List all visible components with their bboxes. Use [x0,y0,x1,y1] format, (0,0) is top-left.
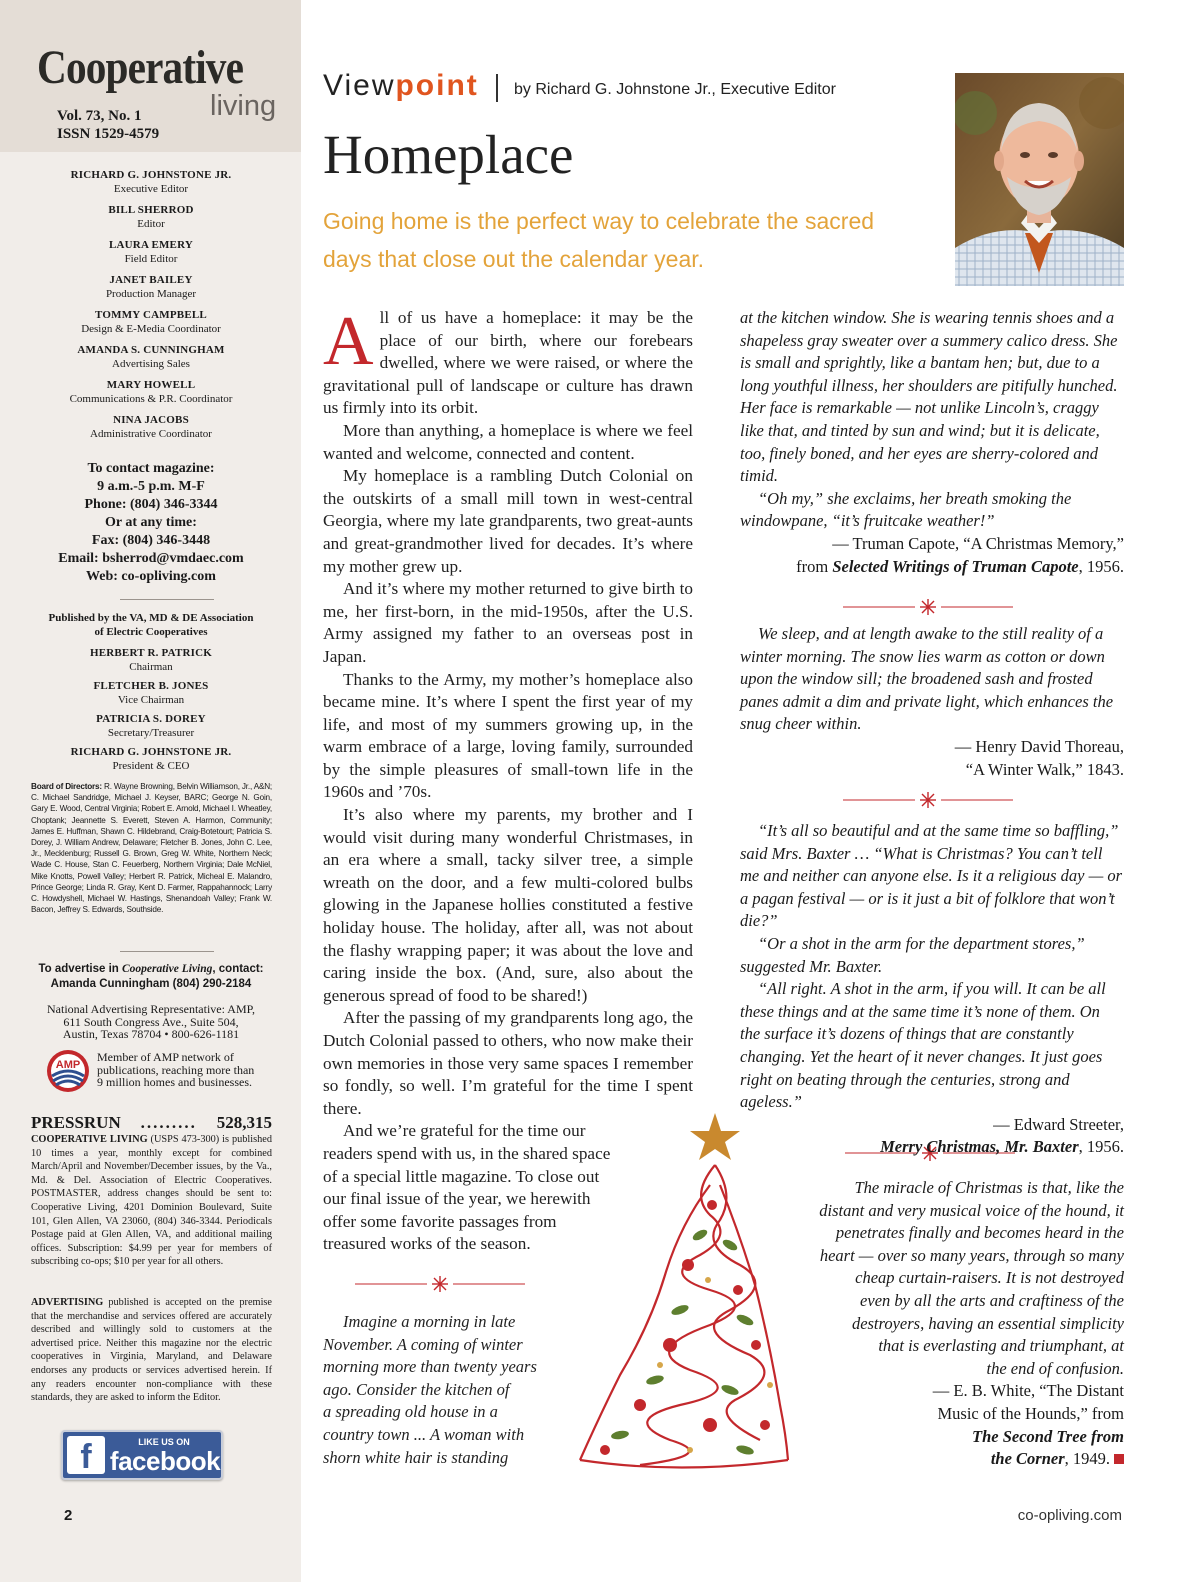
pressrun-label: PRESSRUN [31,1113,121,1132]
national-rep [10,1003,292,1041]
book-title: Merry Christmas, Mr. Baxter [880,1137,1079,1157]
christmas-tree-icon [560,1105,790,1485]
staff-item [10,273,292,301]
attribution-text: from [796,556,833,576]
section-label-view: View [323,69,396,102]
article-paragraph: After the passing of my grandparents long ago, the Dutch Colonial passed to others, who now make their own memories in those very same spaces I remember so fondly, so well. I’m grateful for the time I spent there. [323,1008,693,1118]
article-deck [323,202,923,278]
advertise-text: To advertise in [38,963,122,975]
staff-item [10,308,292,336]
article-paragraph [323,303,693,420]
quote-line: destroyers, having an essential simplicity [851,1313,1124,1333]
quote-text: “Or a shot in the arm for the department stores,” suggested Mr. Baxter. [740,933,1085,976]
officer-role: Vice Chairman [117,694,185,706]
staff-role: Design & E-Media Coordinator [81,323,221,335]
staff-name: RICHARD G. JOHNSTONE JR. [70,169,232,181]
footer-url[interactable]: co-opliving.com [1017,1507,1122,1524]
quote-streeter [740,820,1124,1159]
officer-name: RICHARD G. JOHNSTONE JR. [70,746,232,758]
quote-line: morning more than twenty years [323,1357,537,1377]
article-paragraph: My homeplace is a rambling Dutch Colonial on the outskirts of a small mill town in west-central Georgia, where my late grandparents, two great-aunts and great-grandmother lived for decades. It’s where my mother grew up. [323,466,693,576]
board-label: Board of Directors: [31,782,102,791]
attribution-text: , 1956. [1078,556,1124,576]
staff-name: BILL SHERROD [108,204,194,216]
quote-text: “Oh my,” she exclaims, her breath smoking the windowpane, “it’s fruitcake weather!” [740,488,1072,531]
quote-line: heart — over so many years, through so many [819,1245,1124,1265]
amp-line: Member of AMP network of [97,1050,234,1064]
officer-item [10,712,292,740]
issn: ISSN 1529-4579 [57,126,160,142]
article-paragraph: More than anything, a homeplace is where we feel wanted and welcome, connected and content. [323,420,693,463]
volume-number: Vol. 73, No. 1 [57,108,142,124]
publisher-block [10,611,292,778]
quote-line: ago. Consider the kitchen of [323,1379,510,1399]
staff-name: TOMMY CAMPBELL [95,309,207,321]
officer-item [10,679,292,707]
staff-item [10,378,292,406]
staff-list [10,168,292,448]
staff-item [10,168,292,196]
postal-title: COOPERATIVE LIVING [31,1134,148,1145]
quote-capote-start [323,1311,558,1469]
snowflake-divider-icon [355,1274,525,1294]
article-paragraph: Thanks to the Army, my mother’s homeplace also became mine. It’s where I spent the first year of my life, and most of my summers growing up, in the warm embrace of a large, loving family, surrounded by the simple pleasures of small-town life in the 1960s and ’70s. [323,669,693,802]
staff-role: Advertising Sales [112,358,190,370]
amp-logo-icon [46,1049,90,1093]
quote-line: The miracle of Christmas is that, like the [854,1178,1124,1197]
facebook-like-label: LIKE US ON [138,1437,190,1447]
section-separator [496,74,498,102]
quote-text: at the kitchen window. She is wearing tennis shoes and a shapeless gray sweater over a summery calico dress. She is small and sprightly, like a bantam hen; but, due to a long youthful illness, her shoulders are pitifully hunched. Her face is remarkable — not unlike Lincoln’s, craggy like that, and tinted by sun and wind; but it is delicate, too, finely boned, and her eyes are sherry-colored and timid. [740,308,1118,486]
article-title: Homeplace [323,124,574,185]
officer-item [10,646,292,674]
staff-item [10,238,292,266]
quote-text: “All right. A shot in the arm, if you will. It can be all these things and at the same time it’s none of them. On the surface it’s dozens of things that are constantly changing. Yet the heart of it never changes. It just goes right on beating through the centuries, strong and ageless.” [740,979,1106,1112]
publisher-heading-line: Published by the VA, MD & DE Association [48,612,254,624]
quote-line: November. A coming of winter [323,1334,523,1354]
contact-anytime: Or at any time: [105,515,197,530]
contact-block [10,460,292,586]
advertising-policy [31,1296,272,1405]
quote-line: the end of confusion. [986,1358,1124,1378]
staff-role: Communications & P.R. Coordinator [69,393,233,405]
article-paragraph: It’s also where my parents, my brother and I would visit during many wonderful Christmases, in an era where a small, tacky silver tree, a simple wreath on the door, and a few multi-colored bulbs glowing in the Japanese hollies constituted a festive holiday house. The holiday, after all, was not about the flashy wrapping paper; it was about the love and caring inside the box. (And, sure, also about the generous spread of food to be shared!) [323,805,693,1005]
quote-line: penetrates finally and becomes heard in the [835,1223,1124,1243]
quote-line: Imagine a morning in late [343,1312,516,1331]
ad-policy-text: published is accepted on the premise that the merchandise and services offered are accurately described and willingly sold to customers at the advertised price. Neither this magazine nor the electric cooperatives in Virginia, Maryland, and Delaware endorses any products or services advertised herein. If any readers encounter non-compliance with these standards, they are asked to inform the Editor. [31,1297,273,1404]
officer-name: FLETCHER B. JONES [93,680,209,692]
quote-attribution: — Truman Capote, “A Christmas Memory,” [832,533,1124,553]
deck-line: Going home is the perfect way to celebrate the sacred [323,208,875,234]
quote-attribution: “A Winter Walk,” 1843. [965,759,1124,779]
staff-role: Editor [137,218,165,230]
page-number: 2 [64,1507,73,1524]
end-mark-icon [1114,1454,1124,1464]
logo-subtitle: living [210,90,277,122]
contact-fax: Fax: (804) 346-3448 [91,533,211,548]
book-title: The Second Tree from [972,1426,1124,1446]
advertise-line [10,962,292,977]
quote-attribution [790,1448,1124,1471]
quote-attribution: — E. B. White, “The Distant [932,1381,1124,1401]
national-rep-line: Austin, Texas 78704 • 800-626-1181 [62,1027,240,1041]
quote-line: a spreading old house in a [323,1402,498,1422]
quote-line: shorn white hair is standing [323,1447,509,1467]
postal-statement [31,1133,272,1269]
contact-email[interactable]: Email: bsherrod@vmdaec.com [58,551,244,566]
paragraph-line: our final issue of the year, we herewith [323,1189,591,1209]
quote-white [790,1177,1124,1471]
staff-role: Executive Editor [113,183,189,195]
staff-item [10,343,292,371]
pressrun-dots: ......... [140,1113,197,1132]
article-paragraph: And it’s where my mother returned to give birth to me, her first-born, in the mid-1950s, after the U.S. Army assigned my father to an overseas post in Japan. [323,579,693,666]
quote-attribution: Music of the Hounds,” from [937,1403,1124,1423]
officer-role: Chairman [129,661,173,673]
author-photo [955,73,1124,286]
section-label-point: point [395,69,479,102]
national-rep-line: National Advertising Representative: AMP, [47,1002,255,1016]
officer-name: PATRICIA S. DOREY [96,713,206,725]
quote-attribution [790,1426,1124,1449]
staff-name: JANET BAILEY [109,274,193,286]
deck-line: days that close out the calendar year. [323,246,705,272]
section-label [323,68,479,104]
paragraph-line: readers spend with us, in the shared space [323,1143,611,1163]
staff-name: LAURA EMERY [108,239,193,251]
contact-web[interactable]: Web: co-opliving.com [86,569,216,584]
logo-title: Cooperative [37,41,244,94]
staff-name: MARY HOWELL [106,379,196,391]
board-text: R. Wayne Browning, Belvin Williamson, Jr., A&N; C. Michael Sandridge, Michael J. Keyser, BARC; George N. Goin, Gary E. Wood, Central Virginia; Robert E. Arnold, Michael I. Wheatley, Choptank; Jeannette S. Everett, Steven A. Harmon, Community; James E. Huffman, Shawn C. Hildebrand, Craig-Botetourt; Patricia S. Dorey, J. William Andrew, Delaware; Fletcher B. Jones, John C. Lee, Jr., Mecklenburg; Russell G. Brown, Greg W. White, Northern Neck; Wade C. House, Stan C. Feuerberg, Northern Virginia; Dale McNiel, Mike Knotts, Powell Valley; Herbert R. Patrick, Micheal E. Malandro, Prince George; Linda R. Gray, Kent D. Farmer, Rappahannock; Larry C. Howdyshell, Michael W. Hastings, Shenandoah Valley; Frank W. Bacon, Jeffrey S. Edwards, Southside. [31,782,273,915]
quote-thoreau [740,623,1124,781]
pressrun [31,1113,272,1133]
contact-phone: Phone: (804) 346-3344 [84,497,218,512]
officer-name: HERBERT R. PATRICK [89,647,213,659]
amp-logo-text: AMP [55,1059,81,1071]
paragraph-line: offer some favorite passages from [323,1211,557,1231]
staff-name: NINA JACOBS [113,414,189,426]
ad-policy-title: ADVERTISING [31,1297,104,1308]
sidebar [0,0,301,1582]
drop-cap: A [323,303,374,380]
pressrun-value: 528,315 [216,1113,272,1132]
quote-line: country town ... A woman with [323,1424,525,1444]
quote-attribution: — Edward Streeter, [993,1114,1124,1134]
contact-hours: 9 a.m.-5 p.m. M-F [97,479,205,494]
quote-line: even by all the arts and craftiness of the [860,1290,1124,1310]
divider [120,599,214,600]
paragraph-line: treasured works of the season. [323,1234,531,1254]
staff-item [10,203,292,231]
quote-text: “It’s all so beautiful and at the same time so baffling,” said Mrs. Baxter … “What is Christmas? You can’t tell me and neither can anyone else. Is it a religious day — or a pagan festival — or is it just a bit of folklore that won’t die?” [740,821,1123,931]
quote-line: distant and very musical voice of the hound, it [819,1200,1124,1220]
publisher-heading [10,611,292,639]
quote-line: that is everlasting and triumphant, at [878,1336,1124,1356]
snowflake-divider-icon [843,790,1013,810]
facebook-wordmark: facebook [109,1446,221,1476]
officer-item [10,745,292,773]
divider [120,951,214,952]
snowflake-divider-icon [843,597,1013,617]
facebook-like-button[interactable] [61,1430,223,1480]
masthead [0,0,301,152]
book-title: Selected Writings of Truman Capote [832,556,1079,576]
attribution-text: , 1956. [1078,1137,1124,1157]
staff-role: Production Manager [105,288,197,300]
paragraph-line: And we’re grateful for the time our [343,1121,586,1141]
staff-name: AMANDA S. CUNNINGHAM [77,344,225,356]
advertise-contact [10,962,292,992]
officer-role: Secretary/Treasurer [107,727,195,739]
byline: by Richard G. Johnstone Jr., Executive Editor [514,81,836,98]
advertise-text: , contact: [212,963,264,975]
paragraph-text: ll of us have a homeplace: it may be the place of our birth, where our forebears dwelled, where we were raised, or where the gravitational pull of landscape or culture has drawn us firmly into its orbit. [323,308,693,418]
quote-attribution [740,556,1124,579]
quote-line: cheap curtain-raisers. It is not destroyed [855,1268,1124,1288]
facebook-icon: f [67,1436,105,1474]
staff-item [10,413,292,441]
national-rep-line: 611 South Congress Ave., Suite 504, [63,1014,239,1029]
quote-attribution [740,1136,1124,1159]
quote-capote [740,307,1124,578]
attribution-text: , 1949. [1064,1449,1110,1469]
publisher-heading-line: of Electric Cooperatives [94,626,208,638]
board-of-directors [31,781,272,915]
staff-role: Field Editor [124,253,178,265]
contact-heading: To contact magazine: [87,461,215,476]
paragraph-line: of a special little magazine. To close out [323,1166,600,1186]
publication-name: Cooperative Living [122,963,213,975]
staff-role: Administrative Coordinator [90,428,212,440]
quote-attribution: — Henry David Thoreau, [954,736,1124,756]
advertise-contact-name: Amanda Cunningham (804) 290-2184 [50,978,252,990]
officer-role: President & CEO [112,760,190,772]
amp-line: publications, reaching more than [97,1062,255,1077]
quote-text: We sleep, and at length awake to the still reality of a winter morning. The snow lies warm as cotton or down upon the window sill; the broadened sash and frosted panes admit a dim and private light, which enhances the snug cheer within. [740,624,1114,734]
amp-member-text [97,1051,287,1089]
postal-text: (USPS 473-300) is published 10 times a year, monthly except for combined March/April and November/December issues, by the Va., Md. & Del. Association of Electric Cooperatives. POSTMASTER, address changes should be sent to: Cooperative Living, 4201 Dominion Boulevard, Suite 101, Glen Allen, VA 23060, (804) 346-3344. Periodicals Postage paid at Glen Allen, VA, and additional mailing offices. Subscription: $4.99 per year for members of subscribing co-ops; $10 per year for all others. [31,1134,272,1268]
book-title: the Corner [990,1449,1065,1469]
amp-line: 9 million homes and businesses. [97,1075,252,1089]
